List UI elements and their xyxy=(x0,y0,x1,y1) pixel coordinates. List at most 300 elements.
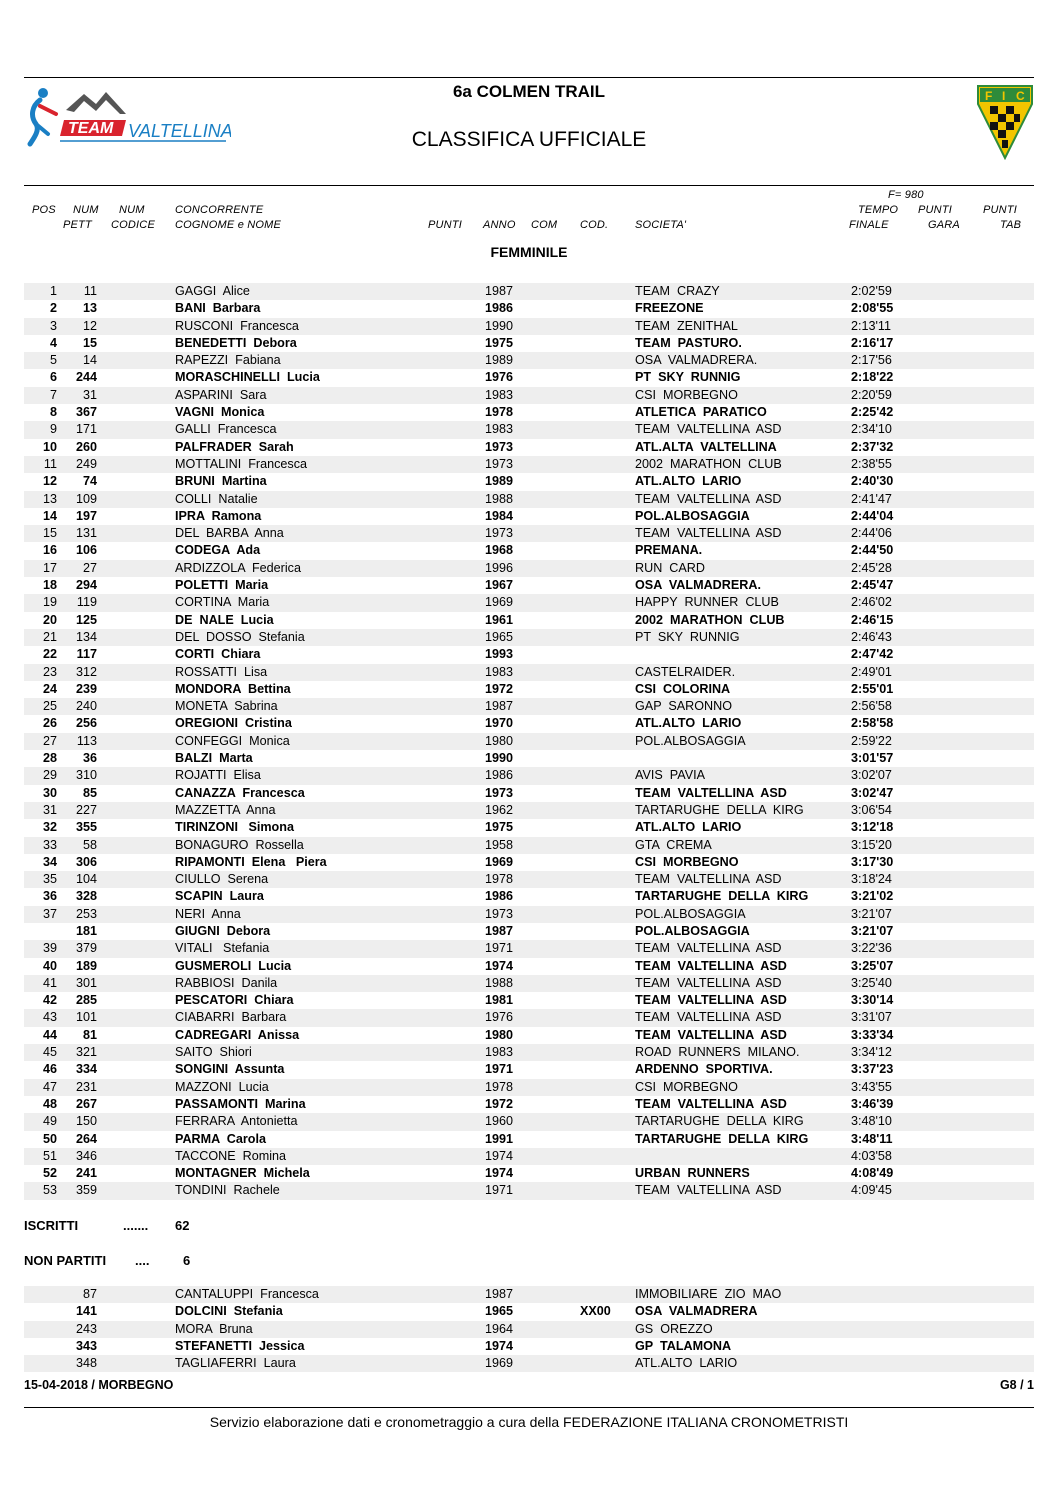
birth-year-cell: 1969 xyxy=(485,595,514,610)
club-cell: POL.ALBOSAGGIA xyxy=(635,923,750,938)
birth-year-cell: 1962 xyxy=(485,802,514,817)
position-cell: 21 xyxy=(42,629,57,644)
birth-year-cell: 1969 xyxy=(485,854,514,869)
table-row xyxy=(24,473,1034,490)
competitor-name-cell: MONDORA Bettina xyxy=(175,681,291,696)
table-row xyxy=(24,1303,1034,1320)
bib-number-cell: 81 xyxy=(82,1027,97,1042)
position-cell: 35 xyxy=(42,872,57,887)
table-row xyxy=(24,733,1034,750)
position-cell: 48 xyxy=(42,1096,57,1111)
table-row xyxy=(24,369,1034,386)
competitor-name-cell: CORTI Chiara xyxy=(175,647,261,662)
club-cell: CSI MORBEGNO xyxy=(635,387,738,402)
bib-number-cell: 343 xyxy=(75,1338,97,1353)
club-cell: TEAM VALTELLINA ASD xyxy=(635,491,782,506)
table-row xyxy=(24,456,1034,473)
club-cell: TEAM VALTELLINA ASD xyxy=(635,1010,782,1025)
position-cell: 33 xyxy=(42,837,57,852)
club-cell: 2002 MARATHON CLUB xyxy=(635,612,785,627)
iscritti-dots: ....... xyxy=(123,1218,149,1233)
final-time-cell: 3:15'20 xyxy=(851,837,892,852)
birth-year-cell: 1974 xyxy=(485,958,514,973)
birth-year-cell: 1958 xyxy=(485,837,514,852)
bib-number-cell: 31 xyxy=(82,387,97,402)
final-time-cell: 3:01'57 xyxy=(851,751,894,766)
position-cell: 15 xyxy=(42,526,57,541)
birth-year-cell: 1967 xyxy=(485,578,514,593)
final-time-cell: 4:08'49 xyxy=(851,1166,894,1181)
competitor-name-cell: RAPEZZI Fabiana xyxy=(175,353,281,368)
position-cell: 10 xyxy=(42,439,57,454)
bib-number-cell: 379 xyxy=(75,941,97,956)
competitor-name-cell: CADREGARI Anissa xyxy=(175,1027,300,1042)
club-cell: OSA VALMADRERA xyxy=(635,1304,758,1319)
table-row xyxy=(24,819,1034,836)
col-cognome-nome: COGNOME e NOME xyxy=(175,219,282,231)
competitor-name-cell: GALLI Francesca xyxy=(175,422,277,437)
table-row xyxy=(24,698,1034,715)
final-time-cell: 2:13'11 xyxy=(851,318,891,333)
competitor-name-cell: FERRARA Antonietta xyxy=(175,1114,298,1129)
final-time-cell: 2:16'17 xyxy=(851,335,894,350)
table-row xyxy=(24,1148,1034,1165)
final-time-cell: 2:45'47 xyxy=(851,578,894,593)
birth-year-cell: 1974 xyxy=(485,1338,514,1353)
final-time-cell: 2:18'22 xyxy=(851,370,894,385)
position-cell: 26 xyxy=(42,716,57,731)
table-row xyxy=(24,1061,1034,1078)
final-time-cell: 3:02'07 xyxy=(851,768,892,783)
position-cell: 19 xyxy=(42,595,57,610)
results-table xyxy=(24,283,1034,1200)
table-row xyxy=(24,318,1034,335)
position-cell: 22 xyxy=(42,647,57,662)
table-row xyxy=(24,1165,1034,1182)
table-row xyxy=(24,283,1034,300)
club-cell: ATL.ALTO LARIO xyxy=(635,474,742,489)
club-cell: TEAM CRAZY xyxy=(635,284,720,298)
final-time-cell: 3:43'55 xyxy=(851,1079,892,1094)
bib-number-cell: 240 xyxy=(75,699,97,714)
club-cell: HAPPY RUNNER CLUB xyxy=(635,595,779,610)
table-row xyxy=(24,958,1034,975)
club-cell: GP TALAMONA xyxy=(635,1338,732,1353)
final-time-cell: 3:02'47 xyxy=(851,785,894,800)
competitor-name-cell: BENEDETTI Debora xyxy=(175,335,297,350)
section-title: FEMMINILE xyxy=(490,244,568,260)
final-time-cell: 3:21'07 xyxy=(851,906,892,921)
competitor-name-cell: TONDINI Rachele xyxy=(175,1183,280,1198)
final-time-cell: 3:34'12 xyxy=(851,1045,892,1060)
final-time-cell: 4:03'58 xyxy=(851,1148,892,1163)
bib-number-cell: 189 xyxy=(75,958,97,973)
bib-number-cell: 36 xyxy=(82,751,97,766)
club-cell: ATL.ALTO LARIO xyxy=(635,716,742,731)
competitor-name-cell: DE NALE Lucia xyxy=(175,612,274,627)
competitor-name-cell: TACCONE Romina xyxy=(175,1148,287,1163)
competitor-name-cell: VITALI Stefania xyxy=(175,941,270,956)
final-time-cell: 2:58'58 xyxy=(851,716,894,731)
position-cell: 52 xyxy=(42,1166,57,1181)
table-row xyxy=(24,1338,1034,1355)
final-time-cell: 2:56'58 xyxy=(851,699,892,714)
table-row xyxy=(24,785,1034,802)
birth-year-cell: 1961 xyxy=(485,612,514,627)
competitor-name-cell: GIUGNI Debora xyxy=(175,923,271,938)
position-cell: 23 xyxy=(42,664,57,679)
birth-year-cell: 1973 xyxy=(485,439,514,454)
table-row xyxy=(24,715,1034,732)
club-cell: GTA CREMA xyxy=(635,837,712,852)
bib-number-cell: 15 xyxy=(82,335,97,350)
final-time-cell: 3:12'18 xyxy=(851,820,894,835)
club-cell: POL.ALBOSAGGIA xyxy=(635,906,746,921)
club-cell: IMMOBILIARE ZIO MAO xyxy=(635,1287,782,1301)
bib-number-cell: 58 xyxy=(82,837,97,852)
club-cell: FREEZONE xyxy=(635,301,704,316)
table-row xyxy=(24,802,1034,819)
birth-year-cell: 1976 xyxy=(485,370,514,385)
position-cell: 13 xyxy=(42,491,57,506)
col-com: COM xyxy=(531,219,558,231)
position-cell: 24 xyxy=(42,681,57,696)
position-cell: 3 xyxy=(49,318,57,333)
club-cell: TEAM VALTELLINA ASD xyxy=(635,975,782,990)
club-cell: TEAM VALTELLINA ASD xyxy=(635,993,787,1008)
club-cell: ATL.ALTO LARIO xyxy=(635,820,742,835)
position-cell: 36 xyxy=(42,889,57,904)
competitor-name-cell: CANTALUPPI Francesca xyxy=(175,1287,319,1301)
final-time-cell: 3:18'24 xyxy=(851,872,892,887)
club-cell: PREMANA. xyxy=(635,543,703,558)
club-cell: OSA VALMADRERA. xyxy=(635,353,758,368)
club-cell: RUN CARD xyxy=(635,560,705,575)
final-time-cell: 3:17'30 xyxy=(851,854,894,869)
final-time-cell: 2:02'59 xyxy=(851,284,892,298)
birth-year-cell: 1981 xyxy=(485,993,514,1008)
birth-year-cell: 1988 xyxy=(485,975,514,990)
position-cell: 1 xyxy=(49,284,57,298)
final-time-cell: 3:30'14 xyxy=(851,993,894,1008)
birth-year-cell: 1987 xyxy=(485,699,514,714)
bib-number-cell: 321 xyxy=(75,1045,97,1060)
birth-year-cell: 1971 xyxy=(485,1062,514,1077)
club-cell: TEAM PASTURO. xyxy=(635,335,742,350)
position-cell: 25 xyxy=(42,699,57,714)
col-gara: GARA xyxy=(928,219,960,231)
table-row xyxy=(24,577,1034,594)
final-time-cell: 2:59'22 xyxy=(851,733,892,748)
bib-number-cell: 197 xyxy=(75,508,97,523)
table-row xyxy=(24,1027,1034,1044)
bib-number-cell: 227 xyxy=(75,802,97,817)
fic-letter-f: F xyxy=(985,89,993,103)
final-time-cell: 2:49'01 xyxy=(851,664,892,679)
club-cell: CSI MORBEGNO xyxy=(635,1079,738,1094)
col-punti-tab: PUNTI xyxy=(983,204,1017,216)
competitor-name-cell: TIRINZONI Simona xyxy=(175,820,294,835)
birth-year-cell: 1972 xyxy=(485,681,514,696)
competitor-name-cell: BONAGURO Rossella xyxy=(175,837,304,852)
col-anno: ANNO xyxy=(483,219,516,231)
bib-number-cell: 74 xyxy=(82,474,97,489)
bib-number-cell: 150 xyxy=(75,1114,97,1129)
birth-year-cell: 1970 xyxy=(485,716,514,731)
competitor-name-cell: GAGGI Alice xyxy=(175,284,250,298)
club-cell: 2002 MARATHON CLUB xyxy=(635,456,782,471)
birth-year-cell: 1968 xyxy=(485,543,514,558)
club-cell: ATL.ALTO LARIO xyxy=(635,1356,738,1371)
competitor-name-cell: CIABARRI Barbara xyxy=(175,1010,287,1025)
top-rule xyxy=(24,77,1034,78)
club-cell: GS OREZZO xyxy=(635,1321,713,1336)
position-cell: 2 xyxy=(49,301,57,316)
final-time-cell: 3:06'54 xyxy=(851,802,892,817)
final-time-cell: 3:33'34 xyxy=(851,1027,894,1042)
col-pos: POS xyxy=(32,204,56,216)
bib-number-cell: 13 xyxy=(82,301,97,316)
logo-team-word: TEAM xyxy=(68,120,114,137)
fic-letter-i: I xyxy=(1002,89,1006,103)
birth-year-cell: 1978 xyxy=(485,405,514,420)
final-time-cell: 3:25'40 xyxy=(851,975,892,990)
birth-year-cell: 1983 xyxy=(485,664,514,679)
col-tempo: TEMPO xyxy=(858,204,899,216)
position-cell: 12 xyxy=(42,474,57,489)
final-time-cell: 2:37'32 xyxy=(851,439,894,454)
birth-year-cell: 1988 xyxy=(485,491,514,506)
bib-number-cell: 113 xyxy=(76,733,97,748)
birth-year-cell: 1987 xyxy=(485,284,514,298)
competitor-name-cell: PALFRADER Sarah xyxy=(175,439,294,454)
competitor-name-cell: ROSSATTI Lisa xyxy=(175,664,268,679)
table-row xyxy=(24,594,1034,611)
bib-number-cell: 141 xyxy=(75,1304,97,1319)
competitor-name-cell: ASPARINI Sara xyxy=(175,387,267,402)
birth-year-cell: 1980 xyxy=(485,1027,514,1042)
bib-number-cell: 171 xyxy=(75,422,97,437)
position-cell: 50 xyxy=(42,1131,57,1146)
competitor-name-cell: MORA Bruna xyxy=(175,1321,253,1336)
club-cell: TEAM VALTELLINA ASD xyxy=(635,941,782,956)
position-cell: 27 xyxy=(42,733,57,748)
footer-date-place: 15-04-2018 / MORBEGNO xyxy=(24,1378,174,1392)
col-num2: NUM xyxy=(119,204,145,216)
birth-year-cell: 1973 xyxy=(485,785,514,800)
birth-year-cell: 1987 xyxy=(485,1287,514,1301)
club-cell: TARTARUGHE DELLA KIRG xyxy=(635,802,804,817)
club-cell: POL.ALBOSAGGIA xyxy=(635,508,750,523)
competitor-name-cell: PARMA Carola xyxy=(175,1131,266,1146)
birth-year-cell: 1986 xyxy=(485,301,514,316)
fic-letter-c: C xyxy=(1016,89,1025,103)
competitor-name-cell: TAGLIAFERRI Laura xyxy=(175,1356,296,1371)
bib-number-cell: 131 xyxy=(75,526,97,541)
table-row xyxy=(24,560,1034,577)
bib-number-cell: 181 xyxy=(75,923,97,938)
final-time-cell: 3:22'36 xyxy=(851,941,892,956)
birth-year-cell: 1976 xyxy=(485,1010,514,1025)
bib-number-cell: 264 xyxy=(75,1131,97,1146)
competitor-name-cell: CANAZZA Francesca xyxy=(175,785,305,800)
classification-subtitle: CLASSIFICA UFFICIALE xyxy=(411,128,647,151)
birth-year-cell: 1973 xyxy=(485,456,514,471)
birth-year-cell: 1975 xyxy=(485,335,514,350)
table-row xyxy=(24,646,1034,663)
final-time-cell: 2:46'43 xyxy=(851,629,892,644)
birth-year-cell: 1974 xyxy=(485,1166,514,1181)
competitor-name-cell: CODEGA Ada xyxy=(175,543,261,558)
competitor-name-cell: GUSMEROLI Lucia xyxy=(175,958,292,973)
bib-number-cell: 11 xyxy=(83,284,97,298)
position-cell: 32 xyxy=(42,820,57,835)
final-time-cell: 2:47'42 xyxy=(851,647,894,662)
birth-year-cell: 1986 xyxy=(485,889,514,904)
position-cell: 42 xyxy=(42,993,57,1008)
club-cell: TEAM VALTELLINA ASD xyxy=(635,1096,787,1111)
final-time-cell: 3:21'02 xyxy=(851,889,894,904)
competitor-name-cell: RABBIOSI Danila xyxy=(175,975,278,990)
non-partiti-value: 6 xyxy=(183,1253,191,1268)
final-time-cell: 2:25'42 xyxy=(851,405,894,420)
bib-number-cell: 241 xyxy=(75,1166,97,1181)
bib-number-cell: 125 xyxy=(75,612,97,627)
table-row xyxy=(24,1096,1034,1113)
table-row xyxy=(24,767,1034,784)
bib-number-cell: 285 xyxy=(75,993,97,1008)
bib-number-cell: 243 xyxy=(75,1321,97,1336)
final-time-cell: 2:55'01 xyxy=(851,681,894,696)
final-time-cell: 2:34'10 xyxy=(851,422,892,437)
competitor-name-cell: SAITO Shiori xyxy=(175,1045,252,1060)
club-cell: AVIS PAVIA xyxy=(635,768,705,783)
table-row xyxy=(24,1079,1034,1096)
footer-page-code: G8 / 1 xyxy=(999,1378,1034,1392)
competitor-name-cell: BALZI Marta xyxy=(175,751,253,766)
bib-number-cell: 267 xyxy=(75,1096,97,1111)
table-row xyxy=(24,854,1034,871)
club-cell: TEAM VALTELLINA ASD xyxy=(635,1183,782,1198)
position-cell: 7 xyxy=(49,387,57,402)
club-cell: CSI MORBEGNO xyxy=(635,854,739,869)
table-row xyxy=(24,1131,1034,1148)
position-cell: 16 xyxy=(42,543,57,558)
table-row xyxy=(24,681,1034,698)
final-time-cell: 2:46'02 xyxy=(851,595,892,610)
birth-year-cell: 1972 xyxy=(485,1096,514,1111)
table-row xyxy=(24,923,1034,940)
non-partiti-label: NON PARTITI xyxy=(24,1253,107,1268)
competitor-name-cell: IPRA Ramona xyxy=(175,508,262,523)
competitor-name-cell: ROJATTI Elisa xyxy=(175,768,261,783)
logo-brand-word: VALTELLINA xyxy=(128,121,231,141)
bib-number-cell: 253 xyxy=(75,906,97,921)
competitor-name-cell: VAGNI Monica xyxy=(175,405,265,420)
bib-number-cell: 306 xyxy=(75,854,97,869)
table-row xyxy=(24,664,1034,681)
final-time-cell: 2:44'06 xyxy=(851,526,892,541)
competitor-name-cell: PESCATORI Chiara xyxy=(175,993,294,1008)
club-cell: TEAM VALTELLINA ASD xyxy=(635,785,787,800)
position-cell: 30 xyxy=(42,785,57,800)
final-time-cell: 3:21'07 xyxy=(851,923,894,938)
table-row xyxy=(24,871,1034,888)
competitor-name-cell: DEL DOSSO Stefania xyxy=(175,629,305,644)
table-row xyxy=(24,992,1034,1009)
col-num: NUM xyxy=(73,204,99,216)
birth-year-cell: 1969 xyxy=(485,1356,514,1371)
position-cell: 40 xyxy=(42,958,57,973)
birth-year-cell: 1974 xyxy=(485,1148,514,1163)
bib-number-cell: 348 xyxy=(75,1356,97,1371)
final-time-cell: 2:41'47 xyxy=(851,491,892,506)
competitor-name-cell: CONFEGGI Monica xyxy=(175,733,290,748)
bib-number-cell: 367 xyxy=(75,405,97,420)
bib-number-cell: 346 xyxy=(75,1148,97,1163)
birth-year-cell: 1975 xyxy=(485,820,514,835)
position-cell: 53 xyxy=(42,1183,57,1198)
competitor-name-cell: STEFANETTI Jessica xyxy=(175,1338,305,1353)
birth-year-cell: 1978 xyxy=(485,872,514,887)
club-cell: TEAM VALTELLINA ASD xyxy=(635,526,782,541)
table-row xyxy=(24,1286,1034,1303)
birth-year-cell: 1980 xyxy=(485,733,514,748)
table-row xyxy=(24,1113,1034,1130)
position-cell: 34 xyxy=(42,854,57,869)
bib-number-cell: 260 xyxy=(75,439,97,454)
final-time-cell: 4:09'45 xyxy=(851,1183,892,1198)
table-row xyxy=(24,612,1034,629)
table-row xyxy=(24,1009,1034,1026)
bib-number-cell: 231 xyxy=(75,1079,97,1094)
competitor-name-cell: COLLI Natalie xyxy=(175,491,258,506)
final-time-cell: 2:46'15 xyxy=(851,612,894,627)
position-cell: 51 xyxy=(42,1148,57,1163)
bib-number-cell: 134 xyxy=(75,629,97,644)
col-societa: SOCIETA' xyxy=(635,219,687,231)
col-punti-gara: PUNTI xyxy=(918,204,952,216)
table-row xyxy=(24,1355,1034,1372)
table-row xyxy=(24,404,1034,421)
table-row xyxy=(24,750,1034,767)
birth-year-cell: 1984 xyxy=(485,508,514,523)
bib-number-cell: 101 xyxy=(75,1010,97,1025)
birth-year-cell: 1973 xyxy=(485,526,514,541)
birth-year-cell: 1983 xyxy=(485,387,514,402)
club-cell: ATL.ALTA VALTELLINA xyxy=(635,439,777,454)
bib-number-cell: 256 xyxy=(75,716,97,731)
club-cell: ARDENNO SPORTIVA. xyxy=(635,1062,773,1077)
bib-number-cell: 244 xyxy=(75,370,97,385)
bib-number-cell: 355 xyxy=(75,820,97,835)
position-cell: 11 xyxy=(43,456,57,471)
competitor-name-cell: MONETA Sabrina xyxy=(175,699,278,714)
position-cell: 37 xyxy=(42,906,57,921)
competitor-name-cell: RIPAMONTI Elena Piera xyxy=(175,854,327,869)
table-row xyxy=(24,387,1034,404)
table-row xyxy=(24,888,1034,905)
final-time-cell: 3:46'39 xyxy=(851,1096,894,1111)
final-time-cell: 2:44'04 xyxy=(851,508,894,523)
table-row xyxy=(24,1182,1034,1199)
bib-number-cell: 87 xyxy=(82,1287,97,1301)
competitor-name-cell: RUSCONI Francesca xyxy=(175,318,299,333)
table-row xyxy=(24,940,1034,957)
position-cell: 14 xyxy=(42,508,57,523)
position-cell: 41 xyxy=(42,975,57,990)
birth-year-cell: 1989 xyxy=(485,353,514,368)
